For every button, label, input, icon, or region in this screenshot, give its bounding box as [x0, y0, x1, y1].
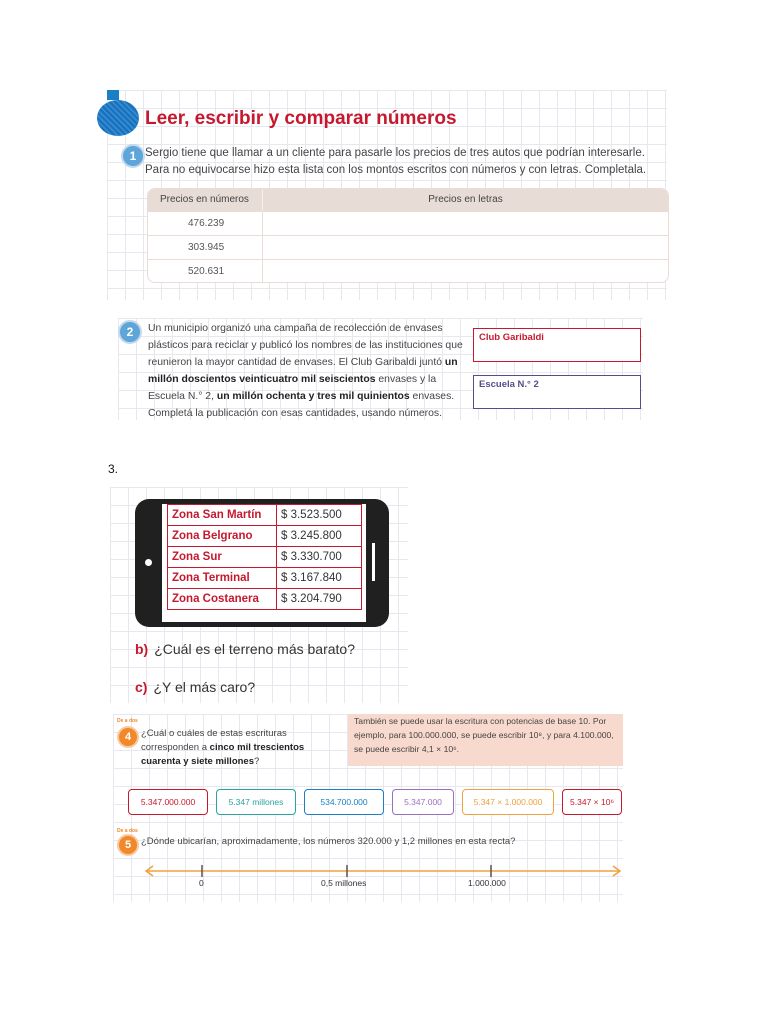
exercise-5-text: ¿Dónde ubicarían, aproximadamente, los números 320.000 y 1,2 millones en esta recta?	[141, 836, 516, 847]
zone-price: $ 3.167.840	[277, 568, 362, 589]
table-row	[148, 259, 668, 283]
section-title: Leer, escribir y comparar números	[145, 108, 457, 129]
option-card[interactable]: 5.347 × 1.000.000	[462, 789, 554, 815]
zone-name: Zona San Martín	[168, 505, 277, 526]
info-box: También se puede usar la escritura con potencias de base 10. Por ejemplo, para 100.000.000, se puede escribir 10⁸, y para 4.100.000, se puede escribir 4,1 × 10⁶.	[348, 714, 623, 766]
section-tab	[107, 90, 119, 100]
option-card[interactable]: 534.700.000	[304, 789, 384, 815]
pair-work-label: De a dos	[117, 718, 138, 724]
price-letters-input[interactable]	[263, 212, 668, 235]
number-line-axis	[143, 864, 623, 878]
zone-name: Zona Sur	[168, 547, 277, 568]
option-card[interactable]: 5.347.000.000	[128, 789, 208, 815]
exercise-1-text: Sergio tiene que llamar a un cliente para pasarle los precios de tres autos que podrían interesarle. Para no equivocarse hizo esta lista con los montos escritos con números y con letras. Completala.	[145, 147, 647, 176]
prices-table	[147, 188, 669, 283]
table-row	[168, 526, 362, 547]
zone-price: $ 3.204.790	[277, 589, 362, 610]
tick-label: 0,5 millones	[321, 878, 367, 888]
number-line[interactable]	[143, 864, 623, 894]
phone-camera-icon	[145, 559, 152, 566]
zone-name: Zona Terminal	[168, 568, 277, 589]
zone-price: $ 3.245.800	[277, 526, 362, 547]
escuela-box[interactable]: Escuela N.° 2	[473, 375, 641, 409]
club-garibaldi-box[interactable]: Club Garibaldi	[473, 328, 641, 362]
exercise-2-panel	[118, 318, 643, 420]
table-row	[168, 589, 362, 610]
phone-button-icon	[372, 543, 375, 581]
price-letters-input[interactable]	[263, 236, 668, 259]
zones-table	[167, 504, 362, 610]
table-row	[168, 568, 362, 589]
price-number: 520.631	[148, 260, 263, 283]
tick-label: 1.000.000	[468, 878, 506, 888]
section-icon	[97, 100, 139, 136]
table-row	[148, 235, 668, 259]
header-letters: Precios en letras	[428, 194, 503, 205]
exercise-4-text: ¿Cuál o cuáles de estas escrituras corresponden a cinco mil trescientos cuarenta y siete millones?	[141, 728, 305, 767]
zone-name: Zona Costanera	[168, 589, 277, 610]
table-row	[168, 505, 362, 526]
phone-illustration	[135, 499, 389, 627]
exercise-4-5-panel	[113, 714, 623, 902]
pair-work-label: De a dos	[117, 828, 138, 834]
exercise-number-2: 2	[118, 320, 142, 344]
price-number: 303.945	[148, 236, 263, 259]
table-row	[148, 211, 668, 235]
zone-price: $ 3.330.700	[277, 547, 362, 568]
header-numbers: Precios en números	[148, 189, 263, 211]
price-letters-input[interactable]	[263, 260, 668, 283]
option-card[interactable]: 5.347 × 10⁶	[562, 789, 622, 815]
table-row	[168, 547, 362, 568]
exercise-number-4: 4	[117, 726, 139, 748]
exercise-2-text: Un municipio organizó una campaña de recolección de envases plásticos para reciclar y publicó los nombres de las instituciones que reunieron la mayor cantidad de envases. El Club Garibaldi juntó un millón doscientos veinticuatro mil seiscientos envases y la Escuela N.° 2, un millón ochenta y tres mil quinientos envases. Completá la publicación con esas cantidades, usando números.	[148, 323, 463, 419]
exercise-number-1: 1	[121, 144, 145, 168]
price-number: 476.239	[148, 212, 263, 235]
tick-label: 0	[199, 878, 204, 888]
exercise-3-panel	[110, 487, 408, 703]
exercise-1-panel	[107, 90, 667, 300]
table-header	[148, 189, 668, 211]
exercise-number-5: 5	[117, 834, 139, 856]
option-card[interactable]: 5.347 millones	[216, 789, 296, 815]
option-card[interactable]: 5.347.000	[392, 789, 454, 815]
question-b: b) ¿Cuál es el terreno más barato?	[135, 641, 355, 657]
exercise-3-label: 3.	[108, 462, 119, 476]
zone-price: $ 3.523.500	[277, 505, 362, 526]
zone-name: Zona Belgrano	[168, 526, 277, 547]
question-c: c) ¿Y el más caro?	[135, 679, 256, 695]
